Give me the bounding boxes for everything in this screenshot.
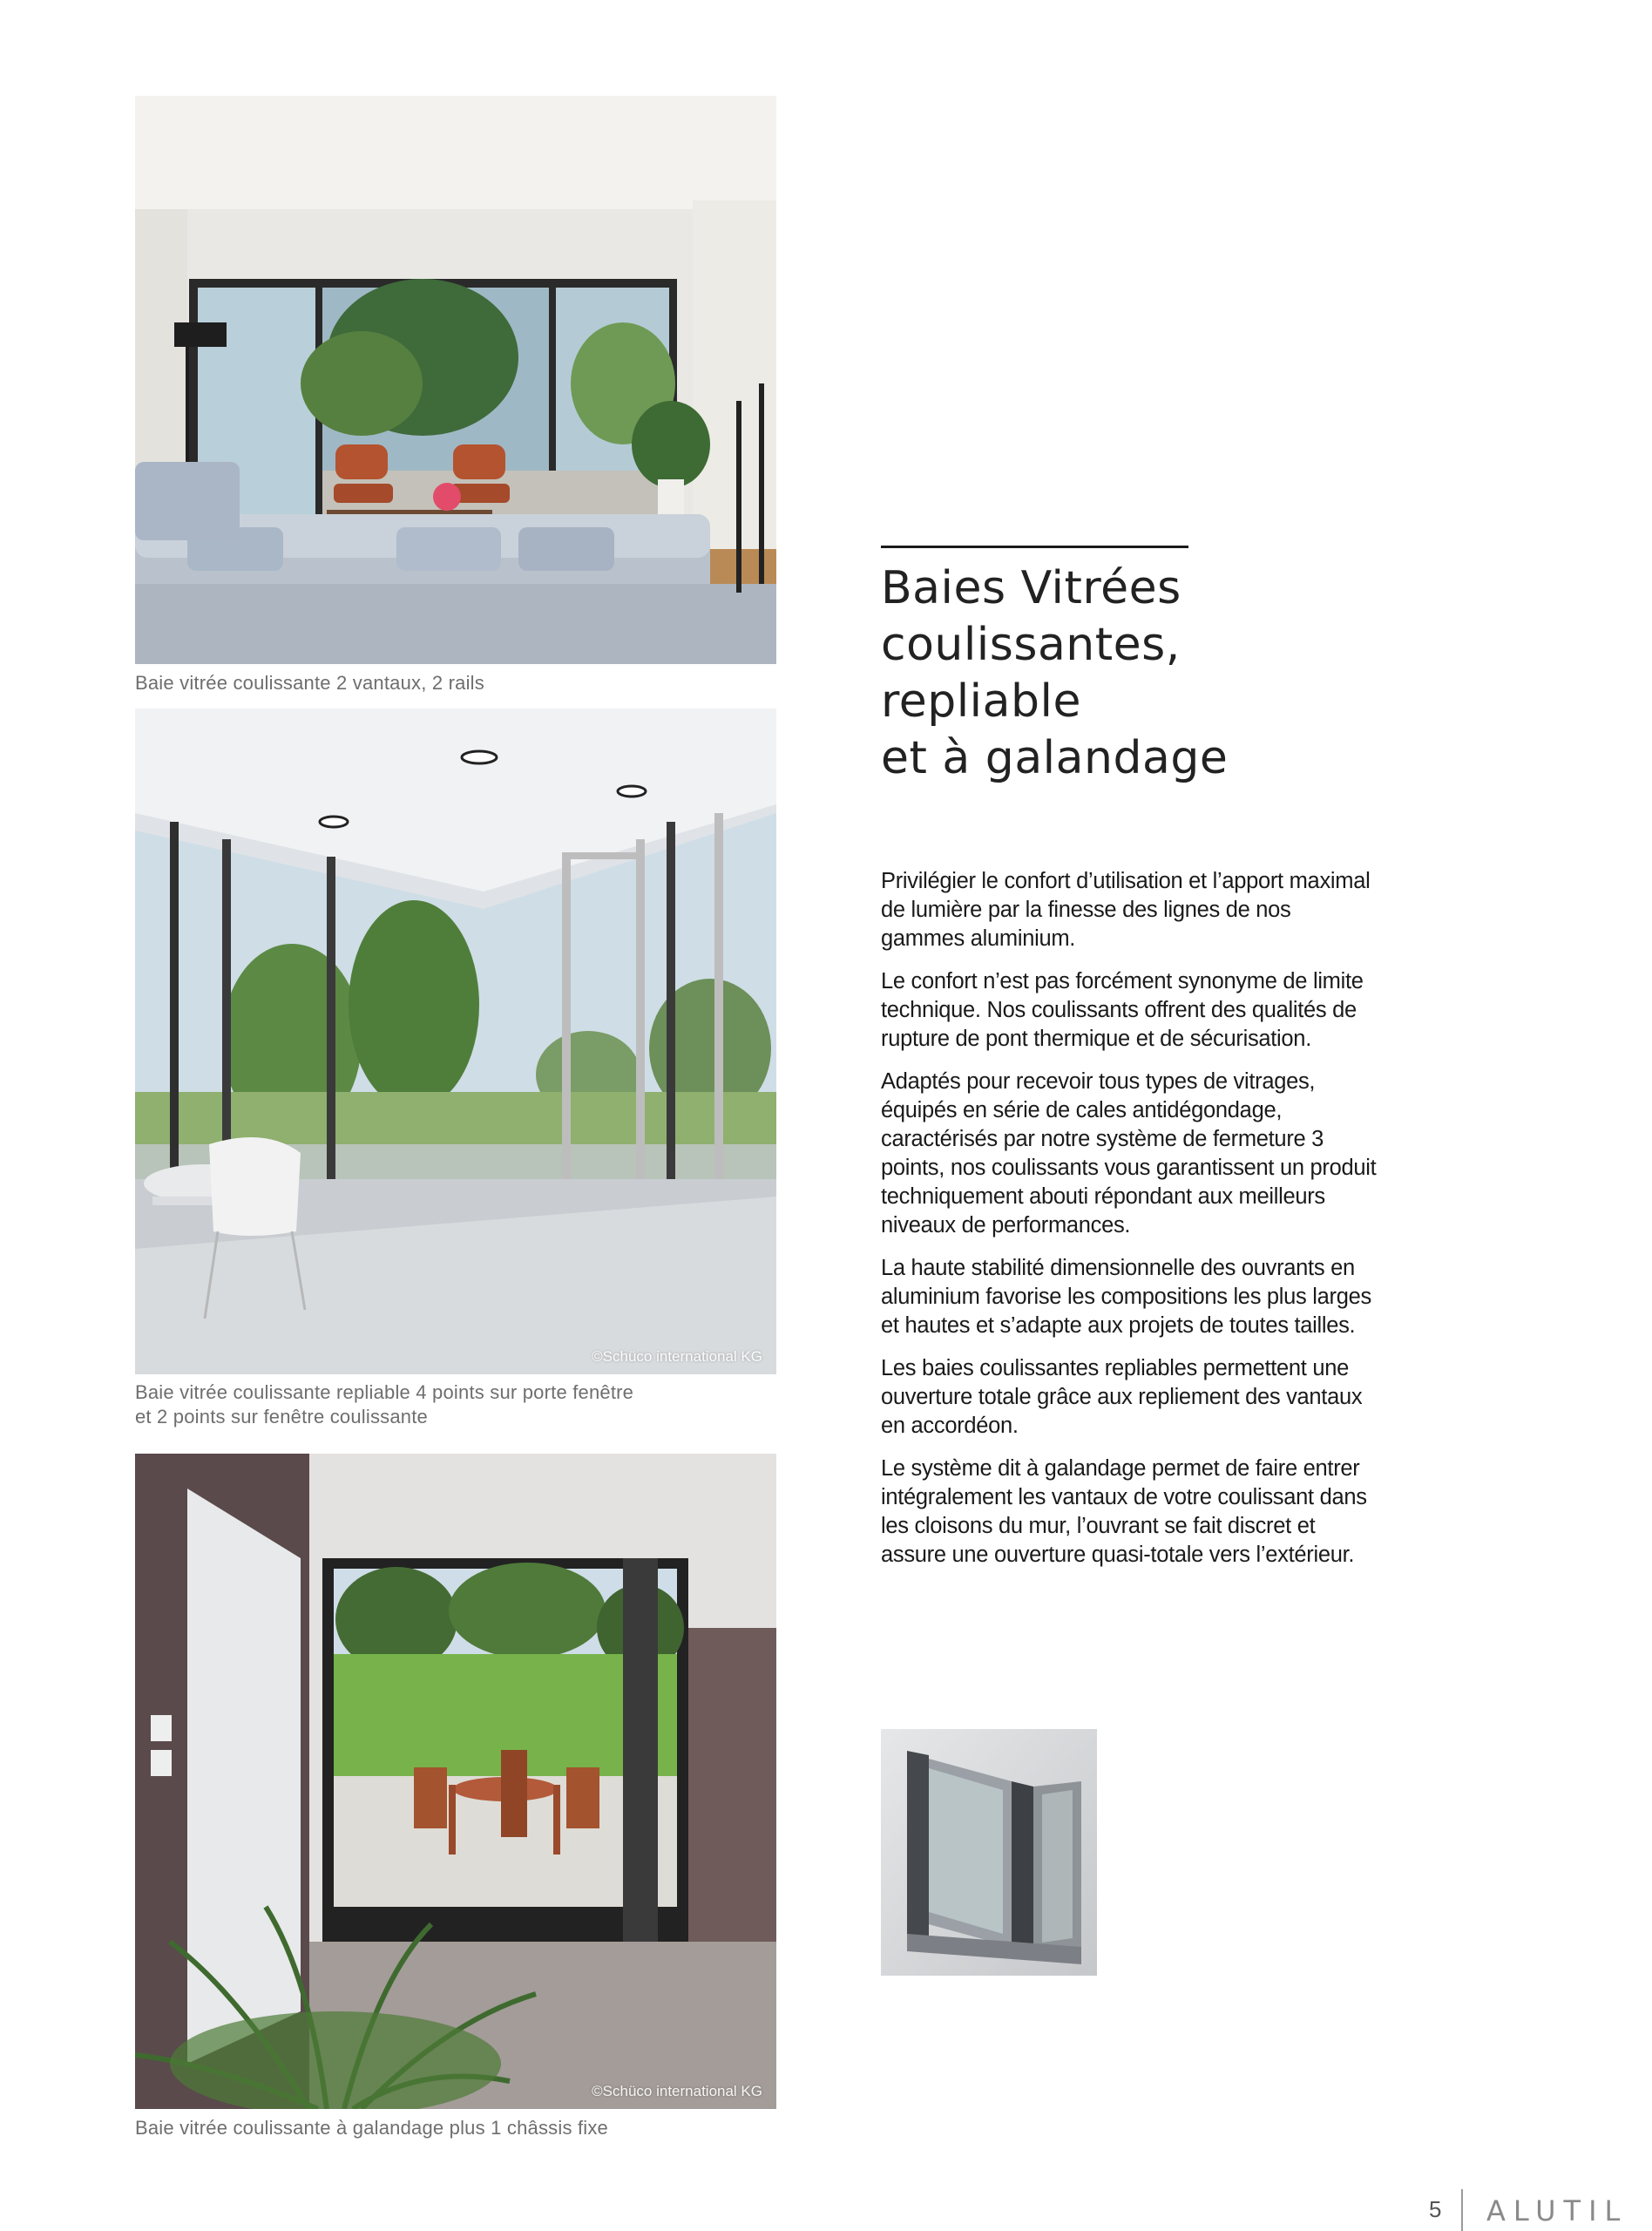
title-line: et à galandage [881,732,1229,784]
body-paragraph: Le confort n’est pas forcément synonyme de limite technique. Nos coulissants offrent des qualités de rupture de pont thermique et de sécurisation. [881,969,1364,1051]
aluminium-profile-illustration [881,1729,1097,1976]
photo-caption: Baie vitrée coulissante 2 vantaux, 2 rails [135,672,484,694]
body-paragraph: Privilégier le confort d’utilisation et l’apport maximal de lumière par la finesse des lignes de nos gammes aluminium. [881,869,1371,951]
title-rule [881,546,1188,548]
photo-caption: Baie vitrée coulissante repliable 4 points sur porte fenêtre et 2 points sur fenêtre coulissante [135,1381,634,1427]
photo-folding-glass-corner [135,709,776,1374]
photo-pocket-sliding-door [135,1454,776,2109]
body-paragraph: Le système dit à galandage permet de faire entrer intégralement les vantaux de votre coulissant dans les cloisons du mur, l’ouvrant se fait discret et assure une ouverture quasi-totale vers l’extérieur. [881,1456,1367,1567]
title-line: repliable [881,675,1081,728]
photo-credit: ©Schüco international KG [592,2083,762,2099]
page-title [881,560,1334,787]
living-room-illustration [135,96,776,664]
photo-credit: ©Schüco international KG [592,1348,762,1365]
page-number: 5 [1429,2196,1442,2222]
photo-living-room-sliding-door [135,96,776,664]
brand-logo: ALUTIL [1486,2194,1628,2228]
title-line: coulissantes, [881,619,1181,671]
garden-door-illustration [135,1454,776,2109]
footer-divider [1461,2189,1463,2231]
body-paragraph: Adaptés pour recevoir tous types de vitrages, équipés en série de cales antidégondage, caractérisés par notre système de fermeture 3 points, nos coulissants vous garantissent un produit techniquement abouti répondant aux meilleurs niveaux de performances. [881,1069,1377,1238]
photo-caption: Baie vitrée coulissante à galandage plus 1 châssis fixe [135,2117,608,2139]
folding-door-illustration [135,709,776,1374]
title-line: Baies Vitrées [881,562,1181,614]
profile-section-image [881,1729,1097,1976]
body-paragraph: Les baies coulissantes repliables permettent une ouverture totale grâce aux repliement des vantaux en accordéon. [881,1356,1363,1438]
body-paragraph: La haute stabilité dimensionnelle des ouvrants en aluminium favorise les compositions les plus larges et hautes et s’adapte aux projets de toutes tailles. [881,1256,1371,1338]
article-body [881,867,1378,1583]
